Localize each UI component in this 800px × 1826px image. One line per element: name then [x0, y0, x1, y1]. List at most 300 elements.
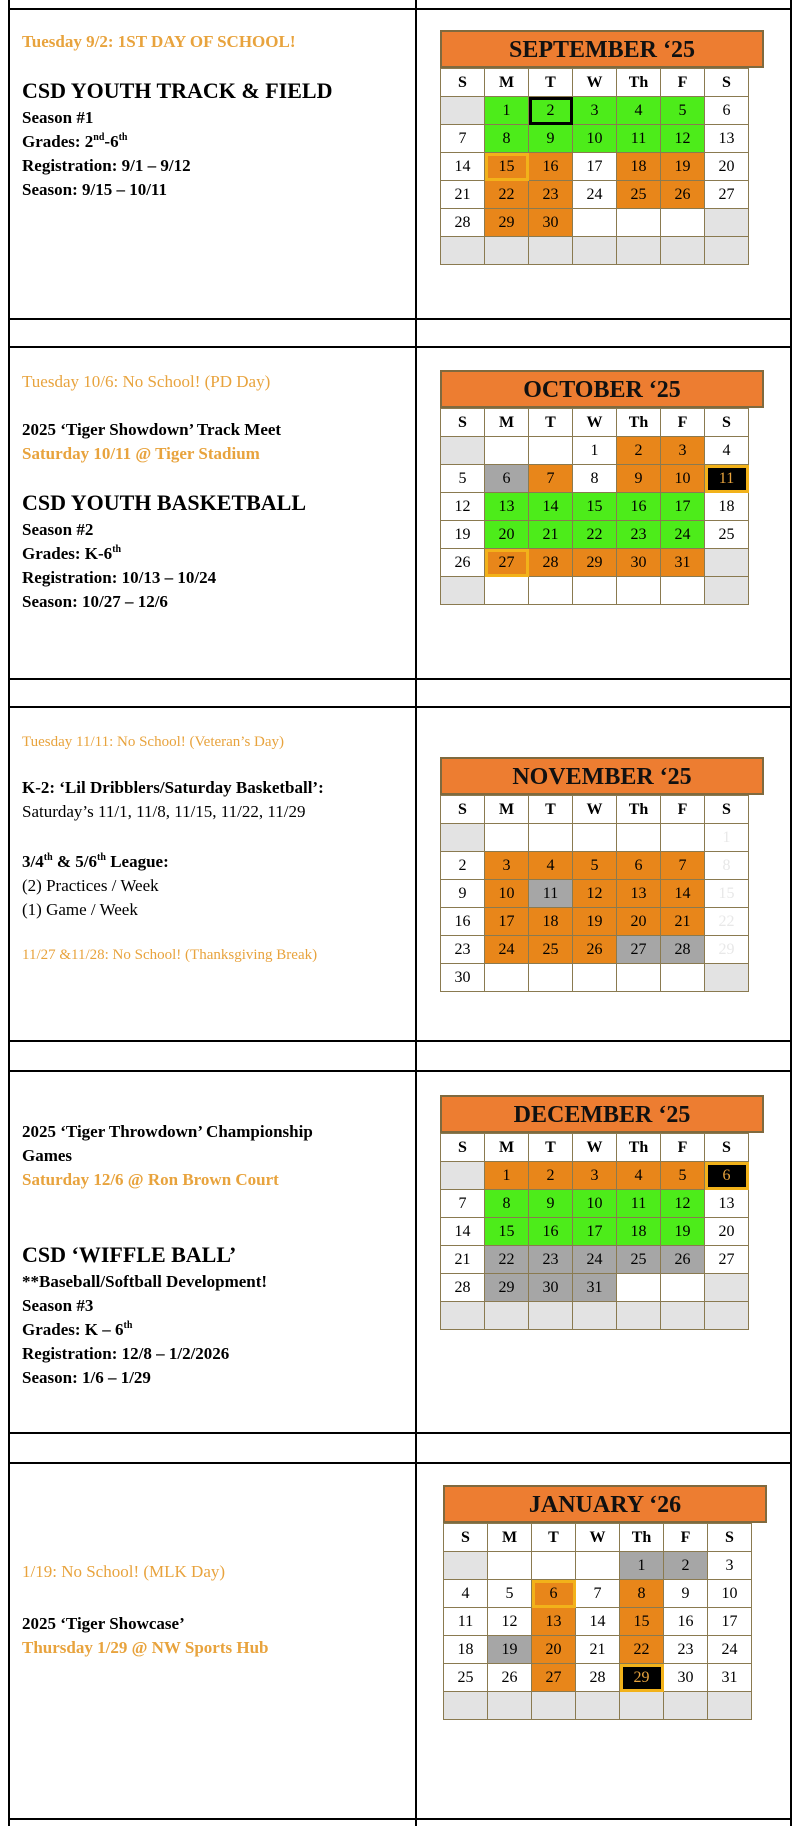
- calendar-day: [576, 1692, 620, 1720]
- event-text: Season #3: [22, 1296, 94, 1315]
- event-text: Tuesday 9/2: 1ST DAY OF SCHOOL!: [22, 32, 296, 51]
- calendar-day: 16: [529, 1218, 573, 1246]
- table-border-horizontal: [8, 1070, 792, 1072]
- table-border-horizontal: [8, 678, 792, 680]
- event-text: 2025 ‘Tiger Showcase’: [22, 1614, 185, 1633]
- calendar-week: [441, 880, 749, 908]
- event-text: League:: [105, 852, 169, 871]
- calendar-grid: [440, 1133, 749, 1330]
- calendar-day: [485, 964, 529, 992]
- calendar-day: 12: [441, 493, 485, 521]
- calendar-day: 31: [708, 1664, 752, 1692]
- calendar-day: 28: [661, 936, 705, 964]
- calendar-day: 7: [529, 465, 573, 493]
- calendar-day: 2: [529, 97, 573, 125]
- calendar-day: 22: [485, 181, 529, 209]
- weekday-header: S: [705, 796, 749, 824]
- calendar-day: 11: [617, 125, 661, 153]
- weekday-header: W: [576, 1524, 620, 1552]
- event-line: [22, 1270, 402, 1294]
- weekday-header: S: [705, 69, 749, 97]
- calendar-day: 6: [532, 1580, 576, 1608]
- event-text: Tuesday 10/6: No School! (PD Day): [22, 372, 271, 391]
- calendar-day: 21: [661, 908, 705, 936]
- event-line: [22, 800, 402, 824]
- superscript: th: [112, 544, 122, 555]
- calendar-day: 5: [573, 852, 617, 880]
- calendar-day: 19: [573, 908, 617, 936]
- calendar-day: 21: [441, 1246, 485, 1274]
- calendar-day: 14: [529, 493, 573, 521]
- calendar-day: 14: [661, 880, 705, 908]
- calendar-day: 22: [573, 521, 617, 549]
- calendar-2: [440, 757, 764, 1027]
- calendar-day: [441, 437, 485, 465]
- weekday-header: S: [441, 69, 485, 97]
- calendar-week: [441, 209, 749, 237]
- event-line: [22, 370, 402, 394]
- calendar-week: [441, 493, 749, 521]
- calendar-day: 26: [441, 549, 485, 577]
- calendar-day: [573, 237, 617, 265]
- weekday-header: S: [705, 409, 749, 437]
- weekday-header: S: [441, 409, 485, 437]
- calendar-day: 18: [617, 153, 661, 181]
- event-text: Saturday 10/11 @ Tiger Stadium: [22, 444, 260, 463]
- calendar-day: 12: [661, 125, 705, 153]
- event-text: & 5/6: [52, 852, 98, 871]
- calendar-day: 27: [532, 1664, 576, 1692]
- calendar-day: [485, 237, 529, 265]
- calendar-day: 12: [573, 880, 617, 908]
- calendar-day: 18: [529, 908, 573, 936]
- calendar-day: 28: [441, 1274, 485, 1302]
- weekday-header: S: [705, 1134, 749, 1162]
- calendar-day: 10: [573, 125, 617, 153]
- calendar-day: 9: [664, 1580, 708, 1608]
- calendar-day: 30: [664, 1664, 708, 1692]
- calendar-day: 14: [441, 153, 485, 181]
- calendar-day: 3: [573, 1162, 617, 1190]
- event-line: [22, 566, 402, 590]
- calendar-day: 1: [620, 1552, 664, 1580]
- event-text: **Baseball/Softball Development!: [22, 1272, 268, 1291]
- calendar-grid: [443, 1523, 752, 1720]
- calendar-day: 23: [664, 1636, 708, 1664]
- event-line: [22, 130, 402, 154]
- calendar-day: 19: [441, 521, 485, 549]
- weekday-header: S: [708, 1524, 752, 1552]
- calendar-day: 27: [617, 936, 661, 964]
- calendar-day: [485, 577, 529, 605]
- calendar-week: [441, 964, 749, 992]
- calendar-day: [529, 577, 573, 605]
- superscript: th: [123, 1320, 133, 1331]
- superscript: th: [118, 132, 128, 143]
- calendar-day: [705, 549, 749, 577]
- calendar-day: 25: [617, 181, 661, 209]
- calendar-day: [661, 209, 705, 237]
- calendar-day: 24: [661, 521, 705, 549]
- table-border-vertical: [790, 0, 792, 1826]
- weekday-header: T: [529, 796, 573, 824]
- calendar-day: 12: [661, 1190, 705, 1218]
- calendar-day: [573, 964, 617, 992]
- calendar-day: 11: [617, 1190, 661, 1218]
- event-line: [22, 418, 402, 442]
- calendar-day: 25: [617, 1246, 661, 1274]
- calendar-day: 1: [485, 1162, 529, 1190]
- calendar-week: [441, 908, 749, 936]
- table-border-horizontal: [8, 1462, 792, 1464]
- calendar-week: [441, 852, 749, 880]
- weekday-header: Th: [617, 1134, 661, 1162]
- calendar-day: [441, 97, 485, 125]
- calendar-day: 2: [529, 1162, 573, 1190]
- calendar-day: [705, 1274, 749, 1302]
- calendar-grid: [440, 408, 749, 605]
- event-text: K-2: ‘Lil Dribblers/Saturday Basketball’:: [22, 778, 324, 797]
- event-line: [22, 898, 402, 922]
- calendar-day: 13: [617, 880, 661, 908]
- calendar-week: [441, 521, 749, 549]
- calendar-day: 2: [617, 437, 661, 465]
- calendar-day: [573, 824, 617, 852]
- event-text: Thursday 1/29 @ NW Sports Hub: [22, 1638, 269, 1657]
- calendar-day: 24: [485, 936, 529, 964]
- calendar-day: [661, 237, 705, 265]
- calendar-day: [441, 1302, 485, 1330]
- calendar-day: 25: [529, 936, 573, 964]
- event-text: 2025 ‘Tiger Showdown’ Track Meet: [22, 420, 282, 439]
- calendar-day: 21: [576, 1636, 620, 1664]
- calendar-day: 1: [705, 824, 749, 852]
- calendar-day: 4: [444, 1580, 488, 1608]
- calendar-day: 27: [705, 1246, 749, 1274]
- weekday-header: F: [661, 69, 705, 97]
- calendar-day: 25: [705, 521, 749, 549]
- calendar-day: 20: [705, 1218, 749, 1246]
- event-line: [22, 30, 402, 54]
- calendar-day: [488, 1692, 532, 1720]
- weekday-header: Th: [620, 1524, 664, 1552]
- event-text: Saturday 12/6 @ Ron Brown Court: [22, 1170, 279, 1189]
- calendar-day: [708, 1692, 752, 1720]
- calendar-day: 15: [573, 493, 617, 521]
- calendar-day: 17: [708, 1608, 752, 1636]
- calendar-day: 15: [485, 153, 529, 181]
- calendar-day: 5: [441, 465, 485, 493]
- weekday-header-row: [444, 1524, 752, 1552]
- calendar-week: [441, 549, 749, 577]
- calendar-day: 20: [617, 908, 661, 936]
- calendar-day: 5: [661, 97, 705, 125]
- table-border-horizontal: [8, 8, 792, 10]
- calendar-week: [441, 1302, 749, 1330]
- event-text: Grades: K-6: [22, 544, 113, 563]
- calendar-day: 16: [617, 493, 661, 521]
- event-text: (1) Game / Week: [22, 900, 138, 919]
- calendar-week: [441, 181, 749, 209]
- calendar-day: 7: [661, 852, 705, 880]
- calendar-day: 1: [485, 97, 529, 125]
- calendar-day: 21: [441, 181, 485, 209]
- calendar-day: [529, 237, 573, 265]
- calendar-day: 13: [532, 1608, 576, 1636]
- calendar-day: 8: [485, 125, 529, 153]
- event-line: [22, 590, 402, 614]
- calendar-day: [617, 1302, 661, 1330]
- calendar-day: [532, 1552, 576, 1580]
- event-line: [22, 154, 402, 178]
- calendar-day: 8: [573, 465, 617, 493]
- calendar-day: [444, 1552, 488, 1580]
- event-text: 3/4: [22, 852, 44, 871]
- event-line: [22, 1240, 402, 1270]
- calendar-day: [705, 209, 749, 237]
- event-text: 1/19: No School! (MLK Day): [22, 1562, 226, 1581]
- calendar-week: [441, 437, 749, 465]
- calendar-week: [441, 936, 749, 964]
- calendar-day: 13: [705, 1190, 749, 1218]
- calendar-day: [617, 209, 661, 237]
- calendar-day: 9: [441, 880, 485, 908]
- calendar-day: 23: [441, 936, 485, 964]
- event-line: [22, 442, 402, 466]
- event-line: [22, 488, 402, 518]
- calendar-day: 16: [664, 1608, 708, 1636]
- event-text: (2) Practices / Week: [22, 876, 159, 895]
- event-text: 11/27 &11/28: No School! (Thanksgiving Break): [22, 947, 318, 963]
- calendar-0: [440, 30, 764, 300]
- calendar-day: [664, 1692, 708, 1720]
- event-line: [22, 776, 402, 800]
- calendar-day: 26: [661, 181, 705, 209]
- event-line: [22, 1560, 402, 1584]
- event-text: 2025 ‘Tiger Throwdown’ Championship: [22, 1122, 313, 1141]
- calendar-day: [485, 437, 529, 465]
- calendar-day: [529, 437, 573, 465]
- event-text: Registration: 12/8 – 1/2/2026: [22, 1344, 230, 1363]
- event-line: [22, 542, 402, 566]
- calendar-day: 29: [573, 549, 617, 577]
- calendar-day: [532, 1692, 576, 1720]
- calendar-day: 17: [661, 493, 705, 521]
- calendar-day: [529, 824, 573, 852]
- calendar-1: [440, 370, 764, 640]
- calendar-day: 26: [488, 1664, 532, 1692]
- calendar-day: 14: [576, 1608, 620, 1636]
- calendar-day: 22: [620, 1636, 664, 1664]
- calendar-day: 7: [576, 1580, 620, 1608]
- calendar-day: [661, 1302, 705, 1330]
- calendar-day: 10: [485, 880, 529, 908]
- event-text: Games: [22, 1146, 73, 1165]
- event-text: Season #2: [22, 520, 94, 539]
- calendar-day: 31: [573, 1274, 617, 1302]
- superscript: th: [97, 852, 106, 863]
- weekday-header: Th: [617, 409, 661, 437]
- table-border-horizontal: [8, 706, 792, 708]
- calendar-day: [444, 1692, 488, 1720]
- event-line: [22, 1120, 402, 1144]
- table-border-horizontal: [8, 1818, 792, 1820]
- event-line: [22, 178, 402, 202]
- calendar-day: 30: [529, 209, 573, 237]
- calendar-day: [573, 1302, 617, 1330]
- calendar-day: [705, 1302, 749, 1330]
- event-line: [22, 1168, 402, 1192]
- table-border-horizontal: [8, 1432, 792, 1434]
- calendar-day: 19: [661, 1218, 705, 1246]
- calendar-title: DECEMBER ‘25: [440, 1095, 764, 1133]
- event-line: [22, 730, 402, 754]
- calendar-day: 18: [444, 1636, 488, 1664]
- calendar-day: 13: [705, 125, 749, 153]
- event-text: Season: 9/15 – 10/11: [22, 180, 167, 199]
- calendar-day: [529, 1302, 573, 1330]
- calendar-day: 2: [664, 1552, 708, 1580]
- event-text: Registration: 9/1 – 9/12: [22, 156, 191, 175]
- weekday-header-row: [441, 69, 749, 97]
- weekday-header: T: [532, 1524, 576, 1552]
- calendar-day: 27: [485, 549, 529, 577]
- calendar-week: [444, 1692, 752, 1720]
- calendar-day: 20: [532, 1636, 576, 1664]
- calendar-day: 19: [661, 153, 705, 181]
- table-border-horizontal: [8, 1040, 792, 1042]
- event-text: Grades: 2: [22, 132, 94, 151]
- calendar-day: 24: [573, 181, 617, 209]
- calendar-day: 23: [529, 181, 573, 209]
- calendar-day: [617, 237, 661, 265]
- calendar-day: 24: [708, 1636, 752, 1664]
- weekday-header: W: [573, 409, 617, 437]
- calendar-day: [576, 1552, 620, 1580]
- weekday-header: M: [485, 1134, 529, 1162]
- calendar-day: 28: [576, 1664, 620, 1692]
- calendar-week: [444, 1580, 752, 1608]
- calendar-day: 26: [661, 1246, 705, 1274]
- calendar-day: 11: [529, 880, 573, 908]
- weekday-header: F: [664, 1524, 708, 1552]
- event-text: CSD YOUTH TRACK & FIELD: [22, 78, 333, 103]
- calendar-day: [661, 577, 705, 605]
- calendar-day: [661, 964, 705, 992]
- calendar-title: NOVEMBER ‘25: [440, 757, 764, 795]
- calendar-day: 29: [485, 1274, 529, 1302]
- weekday-header: W: [573, 796, 617, 824]
- calendar-day: [617, 824, 661, 852]
- event-line: [22, 1612, 402, 1636]
- calendar-week: [444, 1608, 752, 1636]
- weekday-header: T: [529, 409, 573, 437]
- event-text: Season #1: [22, 108, 94, 127]
- event-line: [22, 1366, 402, 1390]
- calendar-day: 2: [441, 852, 485, 880]
- calendar-day: 3: [661, 437, 705, 465]
- calendar-day: 11: [705, 465, 749, 493]
- weekday-header: M: [485, 796, 529, 824]
- calendar-day: 16: [441, 908, 485, 936]
- calendar-day: 30: [441, 964, 485, 992]
- calendar-day: [573, 209, 617, 237]
- calendar-day: [441, 1162, 485, 1190]
- calendar-4: [443, 1485, 767, 1755]
- calendar-day: 12: [488, 1608, 532, 1636]
- event-line: [22, 1636, 402, 1660]
- weekday-header: M: [485, 409, 529, 437]
- calendar-week: [441, 237, 749, 265]
- calendar-week: [441, 125, 749, 153]
- event-text: CSD ‘WIFFLE BALL’: [22, 1242, 237, 1267]
- event-line: [22, 1294, 402, 1318]
- calendar-day: 7: [441, 1190, 485, 1218]
- calendar-day: 11: [444, 1608, 488, 1636]
- calendar-week: [441, 1218, 749, 1246]
- calendar-day: 29: [705, 936, 749, 964]
- calendar-day: 28: [529, 549, 573, 577]
- calendar-day: [705, 577, 749, 605]
- calendar-day: [617, 577, 661, 605]
- calendar-week: [441, 153, 749, 181]
- calendar-grid: [440, 68, 749, 265]
- calendar-day: 9: [529, 1190, 573, 1218]
- table-border-vertical: [8, 0, 10, 1826]
- calendar-day: 10: [573, 1190, 617, 1218]
- calendar-day: 3: [485, 852, 529, 880]
- calendar-day: 29: [620, 1664, 664, 1692]
- calendar-day: 20: [485, 521, 529, 549]
- calendar-day: 8: [485, 1190, 529, 1218]
- table-border-horizontal: [8, 318, 792, 320]
- calendar-3: [440, 1095, 764, 1365]
- calendar-week: [441, 1162, 749, 1190]
- weekday-header: S: [441, 796, 485, 824]
- weekday-header: M: [488, 1524, 532, 1552]
- calendar-day: [441, 824, 485, 852]
- calendar-day: 6: [705, 1162, 749, 1190]
- calendar-day: [661, 824, 705, 852]
- calendar-day: 13: [485, 493, 529, 521]
- calendar-day: 19: [488, 1636, 532, 1664]
- calendar-day: 6: [705, 97, 749, 125]
- event-line: [22, 874, 402, 898]
- calendar-week: [441, 465, 749, 493]
- superscript: nd: [93, 132, 105, 143]
- calendar-day: 6: [617, 852, 661, 880]
- calendar-day: 10: [661, 465, 705, 493]
- calendar-day: 30: [617, 549, 661, 577]
- calendar-day: 8: [620, 1580, 664, 1608]
- event-line: [22, 76, 402, 106]
- calendar-day: 17: [485, 908, 529, 936]
- weekday-header: S: [444, 1524, 488, 1552]
- calendar-week: [444, 1552, 752, 1580]
- calendar-day: 10: [708, 1580, 752, 1608]
- weekday-header-row: [441, 1134, 749, 1162]
- calendar-week: [444, 1664, 752, 1692]
- calendar-day: 21: [529, 521, 573, 549]
- calendar-day: 15: [485, 1218, 529, 1246]
- calendar-day: 17: [573, 153, 617, 181]
- calendar-day: 28: [441, 209, 485, 237]
- weekday-header: T: [529, 1134, 573, 1162]
- calendar-day: 31: [661, 549, 705, 577]
- calendar-day: 5: [661, 1162, 705, 1190]
- calendar-week: [441, 577, 749, 605]
- calendar-day: 3: [573, 97, 617, 125]
